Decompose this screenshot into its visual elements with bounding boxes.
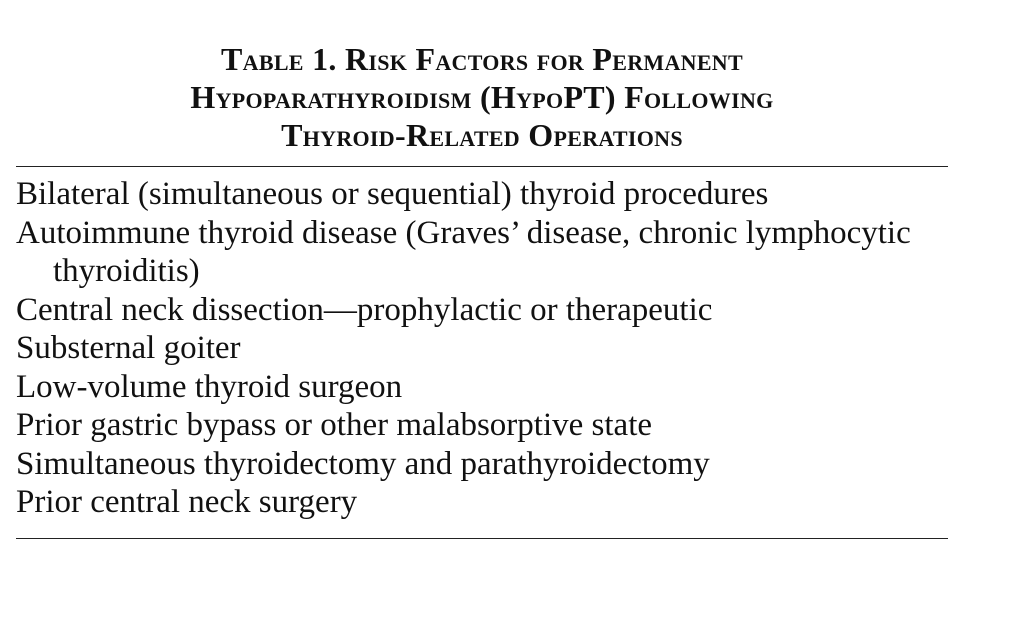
risk-factor-row: Low-volume thyroid surgeon — [16, 368, 403, 405]
caption-line: Table 1. Risk Factors for Permanent — [221, 41, 743, 77]
table-caption — [16, 40, 948, 154]
risk-factor-row: Substernal goiter — [16, 330, 241, 366]
risk-factors-table — [16, 40, 948, 539]
risk-factor-row: Prior central neck surgery — [16, 484, 358, 520]
caption-line: Thyroid-Related Operations — [281, 117, 683, 153]
top-rule — [16, 166, 948, 167]
risk-factor-row: Autoimmune thyroid disease (Graves’ disease, chronic lymphocytic thyroiditis) — [16, 214, 911, 289]
risk-factor-row: Simultaneous thyroidectomy and parathyroidectomy — [16, 445, 710, 482]
risk-factor-list — [16, 175, 948, 522]
risk-factor-row: Bilateral (simultaneous or sequential) thyroid procedures — [16, 176, 769, 212]
bottom-rule — [16, 538, 948, 539]
risk-factor-row: Central neck dissection—prophylactic or therapeutic — [16, 291, 713, 328]
caption-line: Hypoparathyroidism (HypoPT) Following — [190, 79, 774, 115]
risk-factor-row: Prior gastric bypass or other malabsorptive state — [16, 407, 653, 443]
